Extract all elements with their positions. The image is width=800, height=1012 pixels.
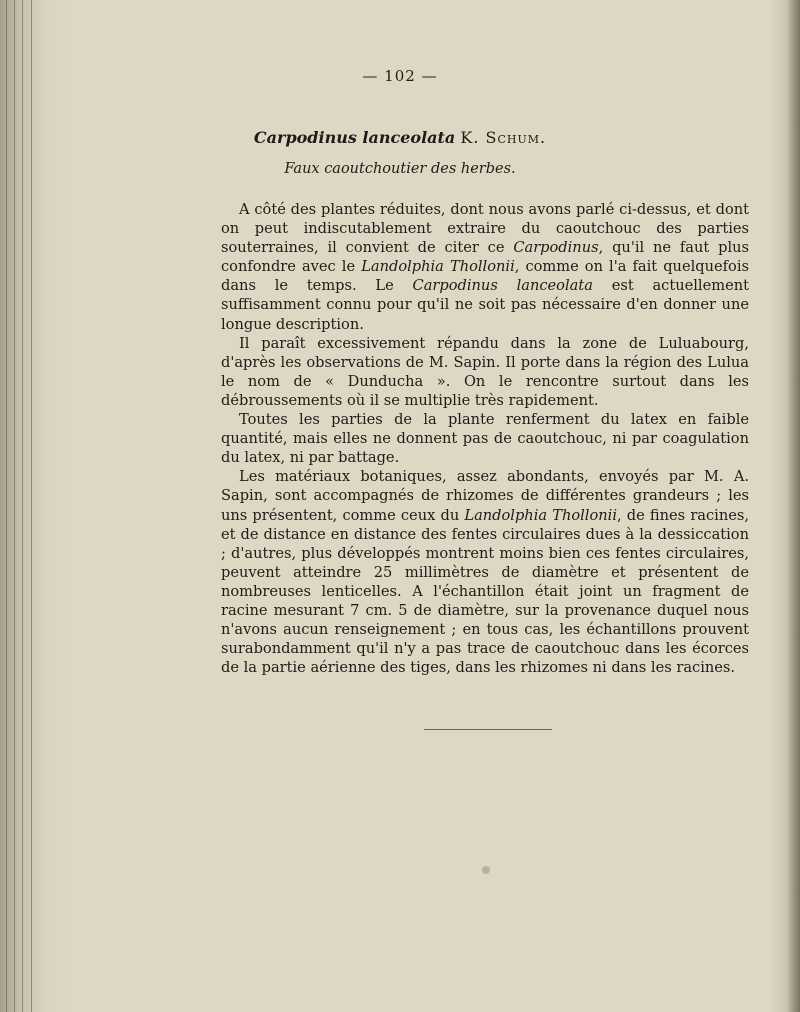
paragraph-3: Toutes les parties de la plante renferment du latex en faible quantité, mais elles ne donnent pas de caoutchouc, ni par coagulation du latex, ni par battage.: [221, 411, 749, 467]
paragraph-4: Les matériaux botaniques, assez abondants, envoyés par M. A. Sapin, sont accompagnés de rhizomes de différentes grandeurs ; les uns présentent, comme ceux du Landolphia Thollonii, de fines racines, et de distance en distance des fentes circulaires dues à la dessiccation ; d'autres, plus développés montrent moins bien ces fentes circulaires, peuvent atteindre 25 millimètres de diamètre et présentent de nombreuses lenticelles. A l'échantillon était joint un fragment de racine mesurant 7 cm. 5 de diamètre, sur la provenance duquel nous n'avons aucun renseignement ; en tous cas, les échantillons prouvent surabondamment qu'il n'y a pas trace de caoutchouc dans les écorces de la partie aérienne des tiges, dans les rhizomes ni dans les racines.: [221, 468, 750, 677]
section-title: [0, 128, 800, 147]
binding-line: [14, 0, 15, 1012]
section-subtitle: Faux caoutchoutier des herbes.: [284, 161, 516, 177]
species-name: Carpodinus lanceolata: [253, 128, 456, 147]
section-divider: [424, 729, 552, 730]
binding-line: [6, 0, 7, 1012]
paragraph-2: Il paraît excessivement répandu dans la zone de Luluabourg, d'après les observations de M. Sapin. Il porte dans la région des Lulua le nom de « Dunducha ». On le rencontre surtout dans les débroussements où il se multiplie très rapidement.: [221, 334, 749, 409]
species-author: K. Schum.: [460, 128, 547, 147]
body-text: [221, 200, 749, 677]
binding-line: [22, 0, 23, 1012]
paragraph-1: A côté des plantes réduites, dont nous avons parlé ci-dessus, et dont on peut indiscutablement extraire du caoutchouc des parties souterraines, il convient de citer ce Carpodinus, qu'il ne faut plus confondre avec le Landolphia Thollonii, comme on l'a fait quelquefois dans le temps. Le Carpodinus lanceolata est actuellement suffisamment connu pour qu'il ne soit pas nécessaire d'en donner une longue description.: [221, 201, 749, 333]
binding-line: [31, 0, 32, 1012]
page-right-edge: [786, 0, 800, 1012]
page-binding-edge: [0, 0, 42, 1012]
page-number: — 102 —: [362, 67, 438, 85]
paper-speck: [482, 866, 490, 874]
